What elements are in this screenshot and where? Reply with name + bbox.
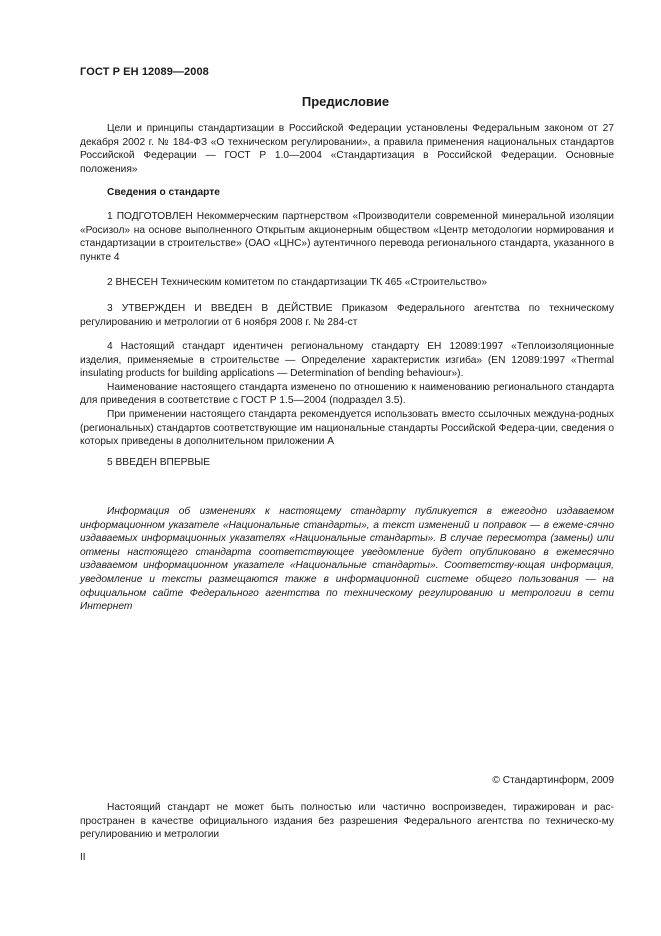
copyright-line: © Стандартинформ, 2009	[492, 775, 614, 786]
reproduction-note-block	[80, 801, 614, 842]
item-5-block	[80, 456, 614, 470]
info-note-block	[80, 505, 614, 614]
section-heading-block	[80, 186, 614, 200]
page-title: Предисловие	[301, 94, 390, 109]
intro-paragraph: Цели и принципы стандартизации в Российской Федерации установлены Федеральным законом от 27 декабря 2002 г. № 184-ФЗ «О техническом регулировании», а правила применения национальных стандартов Российской Федерации — ГОСТ Р 1.0—2004 «Стандартизация в Российской Федерации. Основные положения»	[80, 123, 614, 175]
item-3: 3 УТВЕРЖДЕН И ВВЕДЕН В ДЕЙСТВИЕ Приказом Федерального агентства по техническому регулированию и метрологии от 6 ноября 2008 г. № 284-ст	[80, 303, 614, 328]
page-number: II	[80, 852, 86, 863]
item-1-block	[80, 210, 614, 264]
item-2: 2 ВНЕСЕН Техническим комитетом по стандартизации ТК 465 «Строительство»	[107, 277, 487, 288]
info-note: Информация об изменениях к настоящему стандарту публикуется в ежегодно издаваемом информационном указателе «Национальные стандарты», а текст изменений и поправок — в ежеме-сячно издаваемых информационных указателях «Национальные стандарты». В случае пересмотра (замены) или отмены настоящего стандарта соответствующее уведомление будет опубликовано в ежемесячно издаваемом информационном указателе «Национальные стандарты». Соответству-ющая информация, уведомление и тексты размещаются также в информационной системе общего пользования — на официальном сайте Федерального агентства по техническому регулированию и метрологии в сети Интернет	[80, 506, 614, 613]
item-3-block	[80, 302, 614, 329]
item-4-extra-2: При применении настоящего стандарта рекомендуется использовать вместо ссылочных междуна-родных (региональных) стандартов соответствующие им национальные стандарты Российской Федера-ции, сведения о которых приведены в дополнительном приложении А	[80, 408, 614, 448]
item-4-block	[80, 340, 614, 449]
item-5: 5 ВВЕДЕН ВПЕРВЫЕ	[107, 457, 211, 468]
standard-code-header: ГОСТ Р ЕН 12089—2008	[80, 66, 209, 78]
item-4: 4 Настоящий стандарт идентичен региональному стандарту ЕН 12089:1997 «Теплоизоляционные изделия, применяемые в строительстве — Определение характеристик изгиба» (EN 12089:1997 «Thermal insulating products for building applications — Determination of bending behaviour»).	[80, 341, 614, 380]
item-1: 1 ПОДГОТОВЛЕН Некоммерческим партнерством «Производители современной минеральной изоляции «Росизол» на основе выполненного Открытым акционерным обществом «Центр методологии нормирования и стандартизации в строительстве» (ОАО «ЦНС») аутентичного перевода регионального стандарта, указанного в пункте 4	[80, 211, 614, 263]
item-2-block	[80, 276, 614, 290]
item-4-extra-1: Наименование настоящего стандарта изменено по отношению к наименованию регионального стандарта для приведения в соответствие с ГОСТ Р 1.5—2004 (подраздел 3.5).	[80, 381, 614, 407]
intro-paragraph-block	[80, 122, 614, 176]
reproduction-note: Настоящий стандарт не может быть полностью или частично воспроизведен, тиражирован и рас-пространен в качестве официального издания без разрешения Федерального агентства по техническо-му регулированию и метрологии	[80, 802, 614, 841]
section-heading: Сведения о стандарте	[107, 187, 220, 198]
